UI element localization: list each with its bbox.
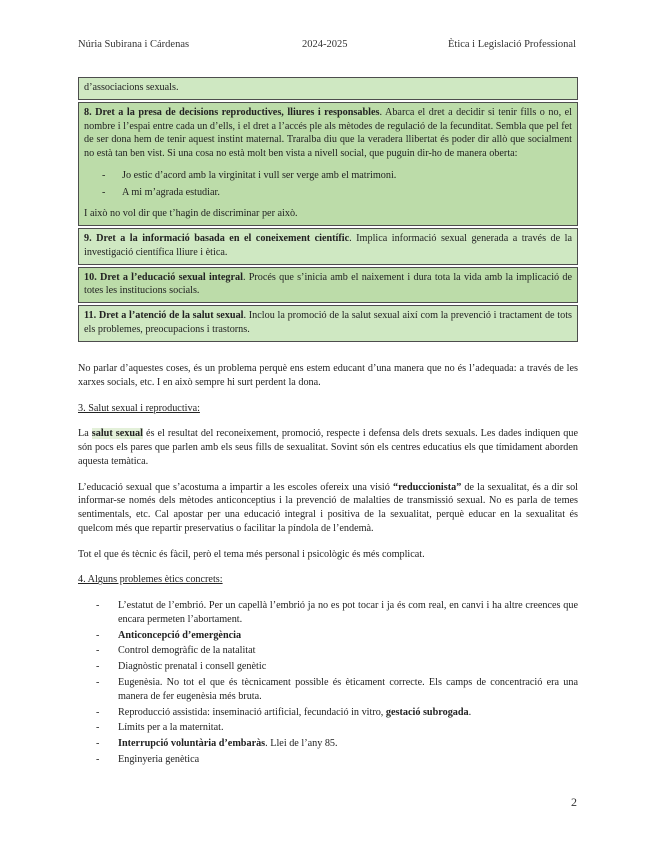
box0-text: d’associacions sexuals. — [84, 82, 179, 93]
box-continuation — [78, 77, 578, 100]
text: La — [78, 428, 92, 440]
body-text — [78, 362, 578, 769]
box9-paragraph — [84, 232, 572, 260]
problems-list — [96, 599, 578, 766]
box8-item: - A mi m’agrada estudiar. — [112, 186, 572, 200]
box10-title: 10. Dret a l’educació sexual integral — [84, 271, 243, 283]
box9-text: . Implica informació sexual generada a través de la investigació científica lliure i ètica. — [84, 233, 572, 258]
box10-text: . Procés que s’inicia amb el naixement i dura tota la vida amb la implicació de totes les institucions socials. — [84, 271, 572, 297]
text: és el resultat del reconeixement, promoció, respecte i defensa dels drets sexuals. Les dades indiquen que són pocs els pares que parlen amb els seus fills de sexualitat. Sovint són els centres educatius els que tímidament aborden aquesta temàtica. — [78, 428, 578, 467]
paragraph — [78, 427, 578, 468]
page-header — [78, 38, 576, 54]
box-right-8 — [78, 102, 578, 226]
highlighted-term: salut sexual — [91, 428, 143, 440]
paragraph — [78, 481, 578, 536]
list-item — [96, 737, 578, 751]
box9-title: 9. Dret a la informació basada en el coneixement científic — [84, 233, 350, 245]
box8-list — [112, 169, 572, 200]
header-year: 2024-2025 — [302, 39, 348, 50]
box8-paragraph — [84, 106, 572, 161]
bold-term: “reduccionista” — [393, 481, 462, 493]
list-item: - L’estatut de l’embrió. Per un capellà l’embrió ja no es pot tocar i ja és com real, en canvi i ha altre creences que encara permeten l’abortament. — [96, 599, 578, 627]
box10-paragraph — [84, 271, 572, 299]
section-heading-4: 4. Alguns problemes ètics concrets: — [78, 574, 223, 586]
text: . — [468, 706, 472, 718]
bold-term: Interrupció voluntària d’embaràs — [118, 738, 266, 750]
list-item: - Límits per a la maternitat. — [96, 721, 578, 735]
list-item — [96, 706, 578, 720]
box11-paragraph — [84, 309, 572, 337]
box-right-10 — [78, 267, 578, 304]
list-item — [96, 629, 578, 643]
header-course: Ètica i Legislació Professional — [447, 39, 576, 50]
paragraph: Tot el que és tècnic és fàcil, però el tema més personal i psicològic és més complicat. — [78, 548, 425, 560]
bold-term: gestació subrogada — [385, 706, 469, 718]
box11-text: . Inclou la promoció de la salut sexual així com la prevenció i tractament de tots els problemes, preocupacions i trastorns. — [84, 310, 573, 335]
rights-boxes — [78, 77, 578, 344]
bold-term: Anticoncepció d’emergència — [118, 629, 242, 641]
text: L’educació sexual que s’acostuma a impartir a les escoles ofereix una visió — [78, 481, 393, 493]
box8-item: - Jo estic d’acord amb la virginitat i vull ser verge amb el matrimoni. — [112, 169, 572, 183]
box-right-9 — [78, 228, 578, 265]
paragraph: No parlar d’aquestes coses, és un problema perquè ens estem educant d’una manera que no és l’adequada: a través de les xarxes socials, etc. I en això sempre hi surt perdent la dona. — [78, 363, 578, 388]
page-number: 2 — [571, 795, 577, 809]
text: de la sexualitat, és a dir sol informar-se només dels mètodes anticonceptius i la prevenció de malalties de transmissió sexual. No es parla de temes sentimentals, etc. Cal apostar per una educació integral i positiva de la sexualitat, perquè educar en la sexualitat és quelcom més que repartir preservatius o facilitar la píndola de l’endemà. — [78, 481, 578, 534]
list-item: - Control demogràfic de la natalitat — [96, 644, 578, 658]
list-item: - Enginyeria genètica — [96, 753, 578, 767]
section-heading-3: 3. Salut sexual i reproductiva: — [78, 402, 200, 414]
list-item: - Diagnòstic prenatal i consell genètic — [96, 660, 578, 674]
box11-title: 11. Dret a l’atenció de la salut sexual — [84, 310, 244, 322]
text: Reproducció assistida: inseminació artificial, fecundació in vitro, — [118, 706, 386, 718]
box8-after: I això no vol dir que t’hagin de discriminar per això. — [84, 208, 298, 220]
box-right-11 — [78, 305, 578, 342]
header-author: Núria Subirana i Cárdenas — [78, 39, 190, 50]
box8-title: 8. Dret a la presa de decisions reproductives, lliures i responsables — [84, 106, 380, 118]
text: . Llei de l’any 85. — [265, 738, 338, 750]
list-item: - Eugenèsia. No tot el que és tècnicament possible és èticament correcte. Els camps de concentració era una manera de fer eugenèsia més bruta. — [96, 676, 578, 704]
box8-text: . Abarca el dret a decidir si tenir fills o no, el nombre i l’espai entre cada un d’ells, i el dret a l’accés ple als mètodes de regulació de la fecunditat. Sembla que pel fet de ser dona hem de tenir aquest instint maternal. Traralba diu que la veradera llibertat és poder dir allò que socialment no està tan ben vist. Si una cosa no està molt ben vista a nivell social, que puguin dir-ho de manera oberta: — [84, 106, 572, 160]
